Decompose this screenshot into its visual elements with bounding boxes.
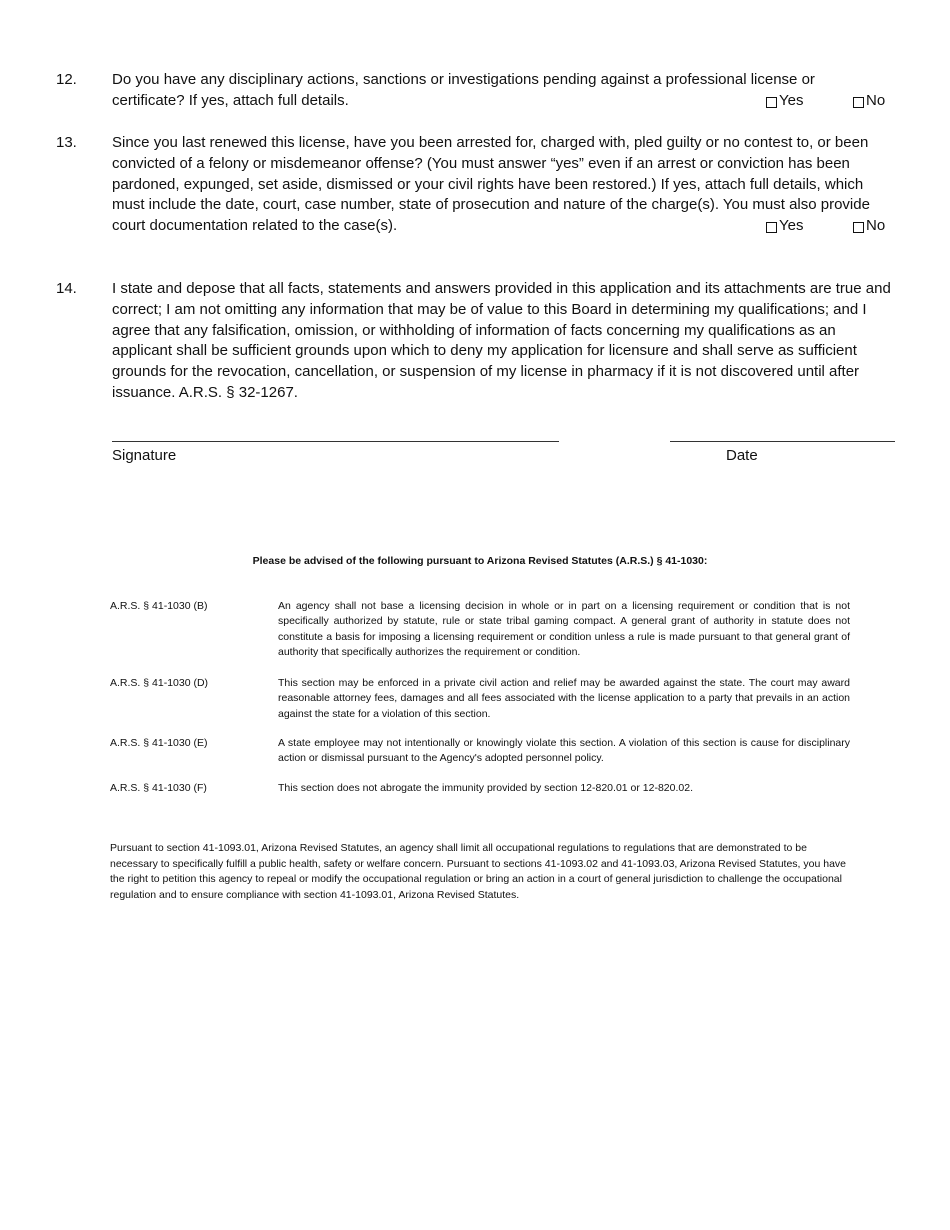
question-text: Since you last renewed this license, have you been arrested for, charged with, pled guilty or no contest to, or been convicted of a felony or misdemeanor offense? (You must answer “yes” even if an arrest or conviction has been pardoned, expunged, set aside, dismissed or your civil rights have been restored.) If yes, attach full details, which must include the date, court, case number, state of prosecution and nature of the charge(s). You must also provide court documentation related to the case(s). bbox=[112, 134, 870, 235]
statute-label-b: A.R.S. § 41-1030 (B) bbox=[110, 600, 208, 612]
statute-text-e: A state employee may not intentionally or knowingly violate this section. A violation of this section is cause for disciplinary action or dismissal pursuant to the Agency's adopted personnel policy. bbox=[278, 737, 850, 765]
question-text: Do you have any disciplinary actions, sanctions or investigations pending against a professional license or certificate? If yes, attach full details. bbox=[112, 71, 815, 109]
statute-text-d: This section may be enforced in a private civil action and relief may be awarded against the state. The court may award reasonable attorney fees, damages and all fees associated with the license application to a party that prevails in an action against the state for a violation of this section. bbox=[278, 677, 850, 720]
checkbox-icon bbox=[766, 97, 777, 108]
signature-label: Signature bbox=[112, 447, 177, 464]
statute-label-f: A.R.S. § 41-1030 (F) bbox=[110, 782, 207, 794]
question-number: 14. bbox=[56, 280, 77, 297]
checkbox-icon bbox=[853, 97, 864, 108]
checkbox-label: Yes bbox=[779, 217, 804, 234]
statute-label-d: A.R.S. § 41-1030 (D) bbox=[110, 677, 209, 689]
signature-line[interactable] bbox=[112, 441, 559, 442]
checkbox-label: No bbox=[866, 217, 886, 234]
checkbox-icon bbox=[853, 222, 864, 233]
question-number: 12. bbox=[56, 71, 77, 88]
q12-yes-checkbox[interactable] bbox=[766, 91, 803, 111]
date-label: Date bbox=[726, 447, 758, 464]
checkbox-icon bbox=[766, 222, 777, 233]
question-text: I state and depose that all facts, statements and answers provided in this application and its attachments are true and correct; I am not omitting any information that may be of value to this Board in determining my qualifications; and I agree that any falsification, omission, or withholding of information of facts concerning my qualifications as an applicant shall be sufficient grounds upon which to deny my application for licensure and shall serve as sufficient grounds for the revocation, cancellation, or suspension of my license in pharmacy if it is not discovered until after issuance. A.R.S. § 32-1267. bbox=[112, 280, 891, 401]
statute-text-b: An agency shall not base a licensing decision in whole or in part on a licensing requirement or condition that is not specifically authorized by statute, rule or state tribal gaming compact. A general grant of authority in statute does not constitute a basis for imposing a licensing requirement or condition unless a rule is made pursuant to that general grant of authority that specifically authorizes the requirement or condition. bbox=[278, 600, 850, 659]
notice-title: Please be advised of the following pursuant to Arizona Revised Statutes (A.R.S.) § 41-1030: bbox=[252, 555, 708, 567]
q12-no-checkbox[interactable] bbox=[853, 91, 885, 111]
occupational-regulation-notice: Pursuant to section 41-1093.01, Arizona Revised Statutes, an agency shall limit all occupational regulations to regulations that are demonstrated to be necessary to specifically fulfill a public health, safety or welfare concern. Pursuant to sections 41-1093.02 and 41-1093.03, Arizona Revised Statutes, you have the right to petition this agency to repeal or modify the occupational regulation or bring an action in a court of general jurisdiction to challenge the occupational regulation and to ensure compliance with section 41-1093.01, Arizona Revised Statutes. bbox=[110, 842, 847, 901]
question-number: 13. bbox=[56, 134, 77, 151]
q13-no-checkbox[interactable] bbox=[853, 216, 885, 236]
q13-yes-checkbox[interactable] bbox=[766, 216, 803, 236]
statute-text-f: This section does not abrogate the immunity provided by section 12-820.01 or 12-820.02. bbox=[278, 782, 694, 794]
checkbox-label: Yes bbox=[779, 92, 804, 109]
statute-label-e: A.R.S. § 41-1030 (E) bbox=[110, 737, 208, 749]
checkbox-label: No bbox=[866, 92, 886, 109]
date-line[interactable] bbox=[670, 441, 895, 442]
